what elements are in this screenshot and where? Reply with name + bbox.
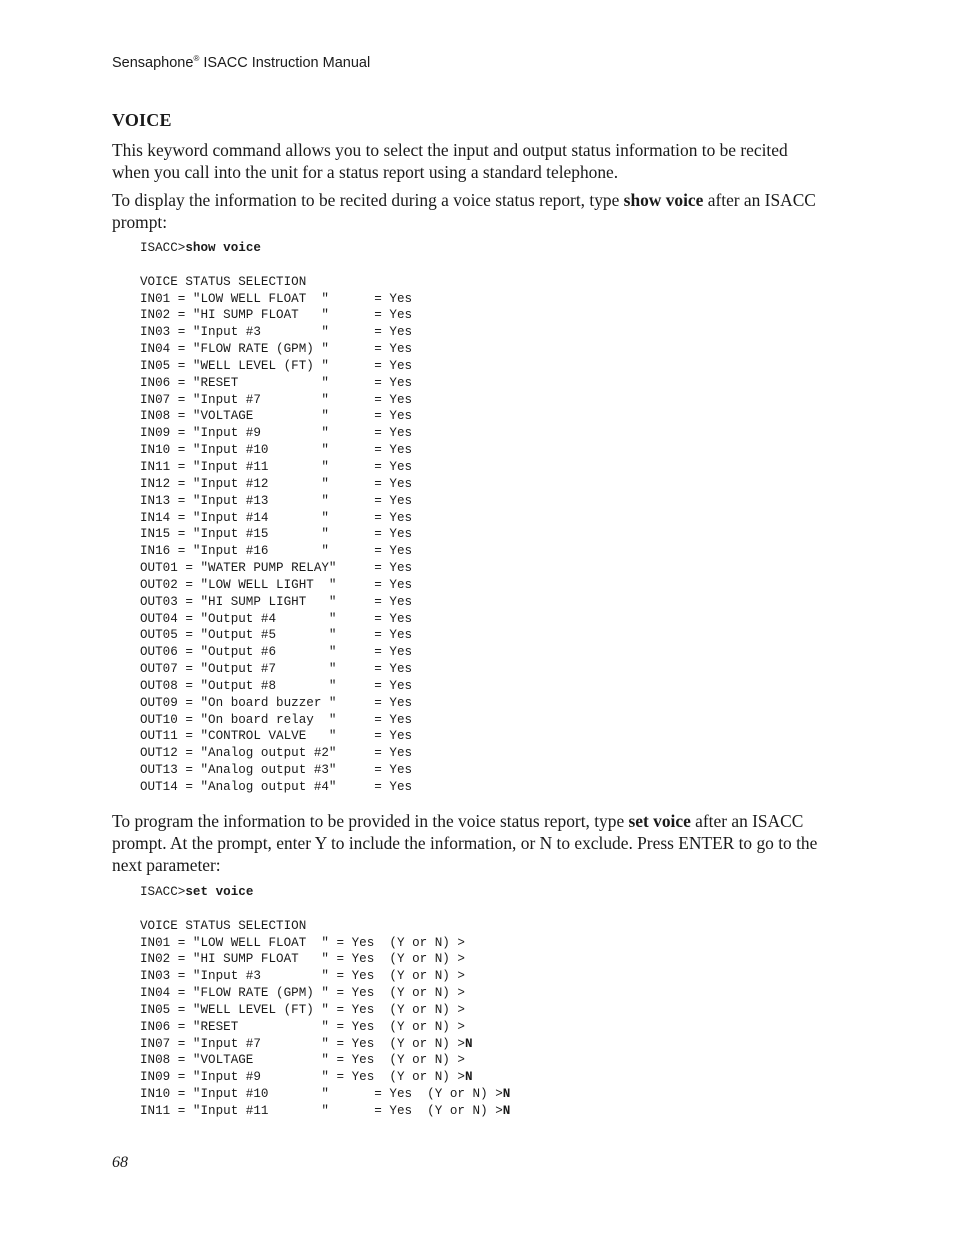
show-voice-command: show voice — [623, 190, 704, 210]
set-para-text-end: after an ISACC prompt. At the prompt, enter Y to include the information, or N to exclude. Press ENTER to go to the next parameter: — [112, 811, 818, 875]
prompt-text: IN10 = "Input #10 " = Yes (Y or N) > — [140, 1087, 503, 1102]
voice-status-line: IN05 = "WELL LEVEL (FT) " = Yes — [140, 358, 413, 373]
voice-prompt-line — [140, 1036, 510, 1053]
prompt-text: IN04 = "FLOW RATE (GPM) " = Yes (Y or N) > — [140, 986, 465, 1001]
voice-status-line: OUT08 = "Output #8 " = Yes — [140, 678, 413, 693]
prompt-text: IN01 = "LOW WELL FLOAT " = Yes (Y or N) > — [140, 935, 465, 950]
voice-status-line: OUT03 = "HI SUMP LIGHT " = Yes — [140, 594, 413, 609]
voice-status-line: IN14 = "Input #14 " = Yes — [140, 510, 413, 525]
set-listing-lines — [140, 935, 510, 1120]
prompt-text: IN11 = "Input #11 " = Yes (Y or N) > — [140, 1103, 503, 1118]
show-listing-lines — [140, 291, 412, 796]
voice-prompt-line — [140, 935, 510, 952]
prompt-text: IN05 = "WELL LEVEL (FT) " = Yes (Y or N) > — [140, 1002, 465, 1017]
voice-status-line: IN01 = "LOW WELL FLOAT " = Yes — [140, 291, 413, 306]
voice-status-line: OUT01 = "WATER PUMP RELAY" = Yes — [140, 561, 413, 576]
intro-paragraph: This keyword command allows you to select the input and output status information to be recited when you call into the unit for a status report using a standard telephone. — [112, 140, 788, 182]
brand-name: Sensaphone — [112, 55, 194, 71]
prompt-text: IN07 = "Input #7 " = Yes (Y or N) > — [140, 1036, 465, 1051]
voice-status-line: IN03 = "Input #3 " = Yes — [140, 325, 413, 340]
voice-prompt-line — [140, 1069, 510, 1086]
typed-answer: N — [464, 1036, 473, 1051]
voice-status-line: IN16 = "Input #16 " = Yes — [140, 544, 413, 559]
prompt: ISACC> — [140, 241, 186, 255]
voice-status-line: OUT13 = "Analog output #3" = Yes — [140, 763, 413, 778]
typed-answer: N — [502, 1103, 511, 1118]
listing-heading: VOICE STATUS SELECTION — [140, 274, 307, 289]
voice-prompt-line — [140, 968, 510, 985]
voice-status-line: OUT02 = "LOW WELL LIGHT " = Yes — [140, 577, 413, 592]
voice-status-line: IN08 = "VOLTAGE " = Yes — [140, 409, 413, 424]
voice-status-line: OUT07 = "Output #7 " = Yes — [140, 662, 413, 677]
prompt-text: IN03 = "Input #3 " = Yes (Y or N) > — [140, 969, 465, 984]
show-voice-listing — [140, 240, 412, 796]
blank-line — [140, 257, 412, 274]
registered-mark: ® — [193, 54, 200, 63]
voice-status-line: IN07 = "Input #7 " = Yes — [140, 392, 413, 407]
typed-command: set voice — [185, 885, 254, 899]
voice-status-line: IN11 = "Input #11 " = Yes — [140, 459, 413, 474]
set-voice-command: set voice — [628, 811, 691, 831]
manual-title: ISACC Instruction Manual — [199, 55, 371, 71]
set-para-text: To program the information to be provided in the voice status report, type — [112, 811, 629, 831]
prompt-line — [140, 240, 412, 257]
voice-prompt-line — [140, 1052, 510, 1069]
voice-prompt-line — [140, 1086, 510, 1103]
running-header — [112, 54, 370, 71]
voice-prompt-line — [140, 1002, 510, 1019]
set-voice-listing — [140, 884, 510, 1120]
prompt-text: IN09 = "Input #9 " = Yes (Y or N) > — [140, 1070, 465, 1085]
voice-status-line: IN02 = "HI SUMP FLOAT " = Yes — [140, 308, 413, 323]
voice-status-line: OUT04 = "Output #4 " = Yes — [140, 611, 413, 626]
voice-status-line: IN12 = "Input #12 " = Yes — [140, 476, 413, 491]
voice-status-line: IN13 = "Input #13 " = Yes — [140, 493, 413, 508]
voice-status-line: IN15 = "Input #15 " = Yes — [140, 527, 413, 542]
set-voice-paragraph — [112, 810, 827, 876]
voice-status-line: OUT14 = "Analog output #4" = Yes — [140, 780, 413, 794]
typed-answer: N — [502, 1087, 511, 1102]
typed-answer: N — [464, 1070, 473, 1085]
blank-line — [140, 901, 510, 918]
prompt: ISACC> — [140, 885, 186, 899]
voice-status-line: OUT09 = "On board buzzer " = Yes — [140, 695, 413, 710]
voice-prompt-line — [140, 985, 510, 1002]
show-para-text: To display the information to be recited during a voice status report, type — [112, 190, 624, 210]
show-para-text-end: after an ISACC prompt: — [112, 190, 816, 232]
listing-heading: VOICE STATUS SELECTION — [140, 918, 307, 933]
voice-status-line: OUT05 = "Output #5 " = Yes — [140, 628, 413, 643]
voice-status-line: IN04 = "FLOW RATE (GPM) " = Yes — [140, 342, 413, 357]
prompt-text: IN06 = "RESET " = Yes (Y or N) > — [140, 1019, 465, 1034]
section-title: VOICE — [112, 110, 172, 130]
voice-prompt-line — [140, 951, 510, 968]
voice-status-line: OUT10 = "On board relay " = Yes — [140, 712, 413, 727]
voice-status-line: IN09 = "Input #9 " = Yes — [140, 426, 413, 441]
prompt-text: IN02 = "HI SUMP FLOAT " = Yes (Y or N) > — [140, 952, 465, 967]
prompt-text: IN08 = "VOLTAGE " = Yes (Y or N) > — [140, 1053, 465, 1068]
prompt-line — [140, 884, 510, 901]
voice-status-line: OUT12 = "Analog output #2" = Yes — [140, 746, 413, 761]
voice-status-line: OUT06 = "Output #6 " = Yes — [140, 645, 413, 660]
page-number: 68 — [112, 1154, 128, 1171]
typed-command: show voice — [185, 241, 261, 255]
voice-status-line: OUT11 = "CONTROL VALVE " = Yes — [140, 729, 413, 744]
show-voice-paragraph — [112, 189, 827, 233]
voice-prompt-line — [140, 1019, 510, 1036]
voice-prompt-line — [140, 1103, 510, 1120]
voice-status-line: IN06 = "RESET " = Yes — [140, 375, 413, 390]
voice-status-line: IN10 = "Input #10 " = Yes — [140, 443, 413, 458]
